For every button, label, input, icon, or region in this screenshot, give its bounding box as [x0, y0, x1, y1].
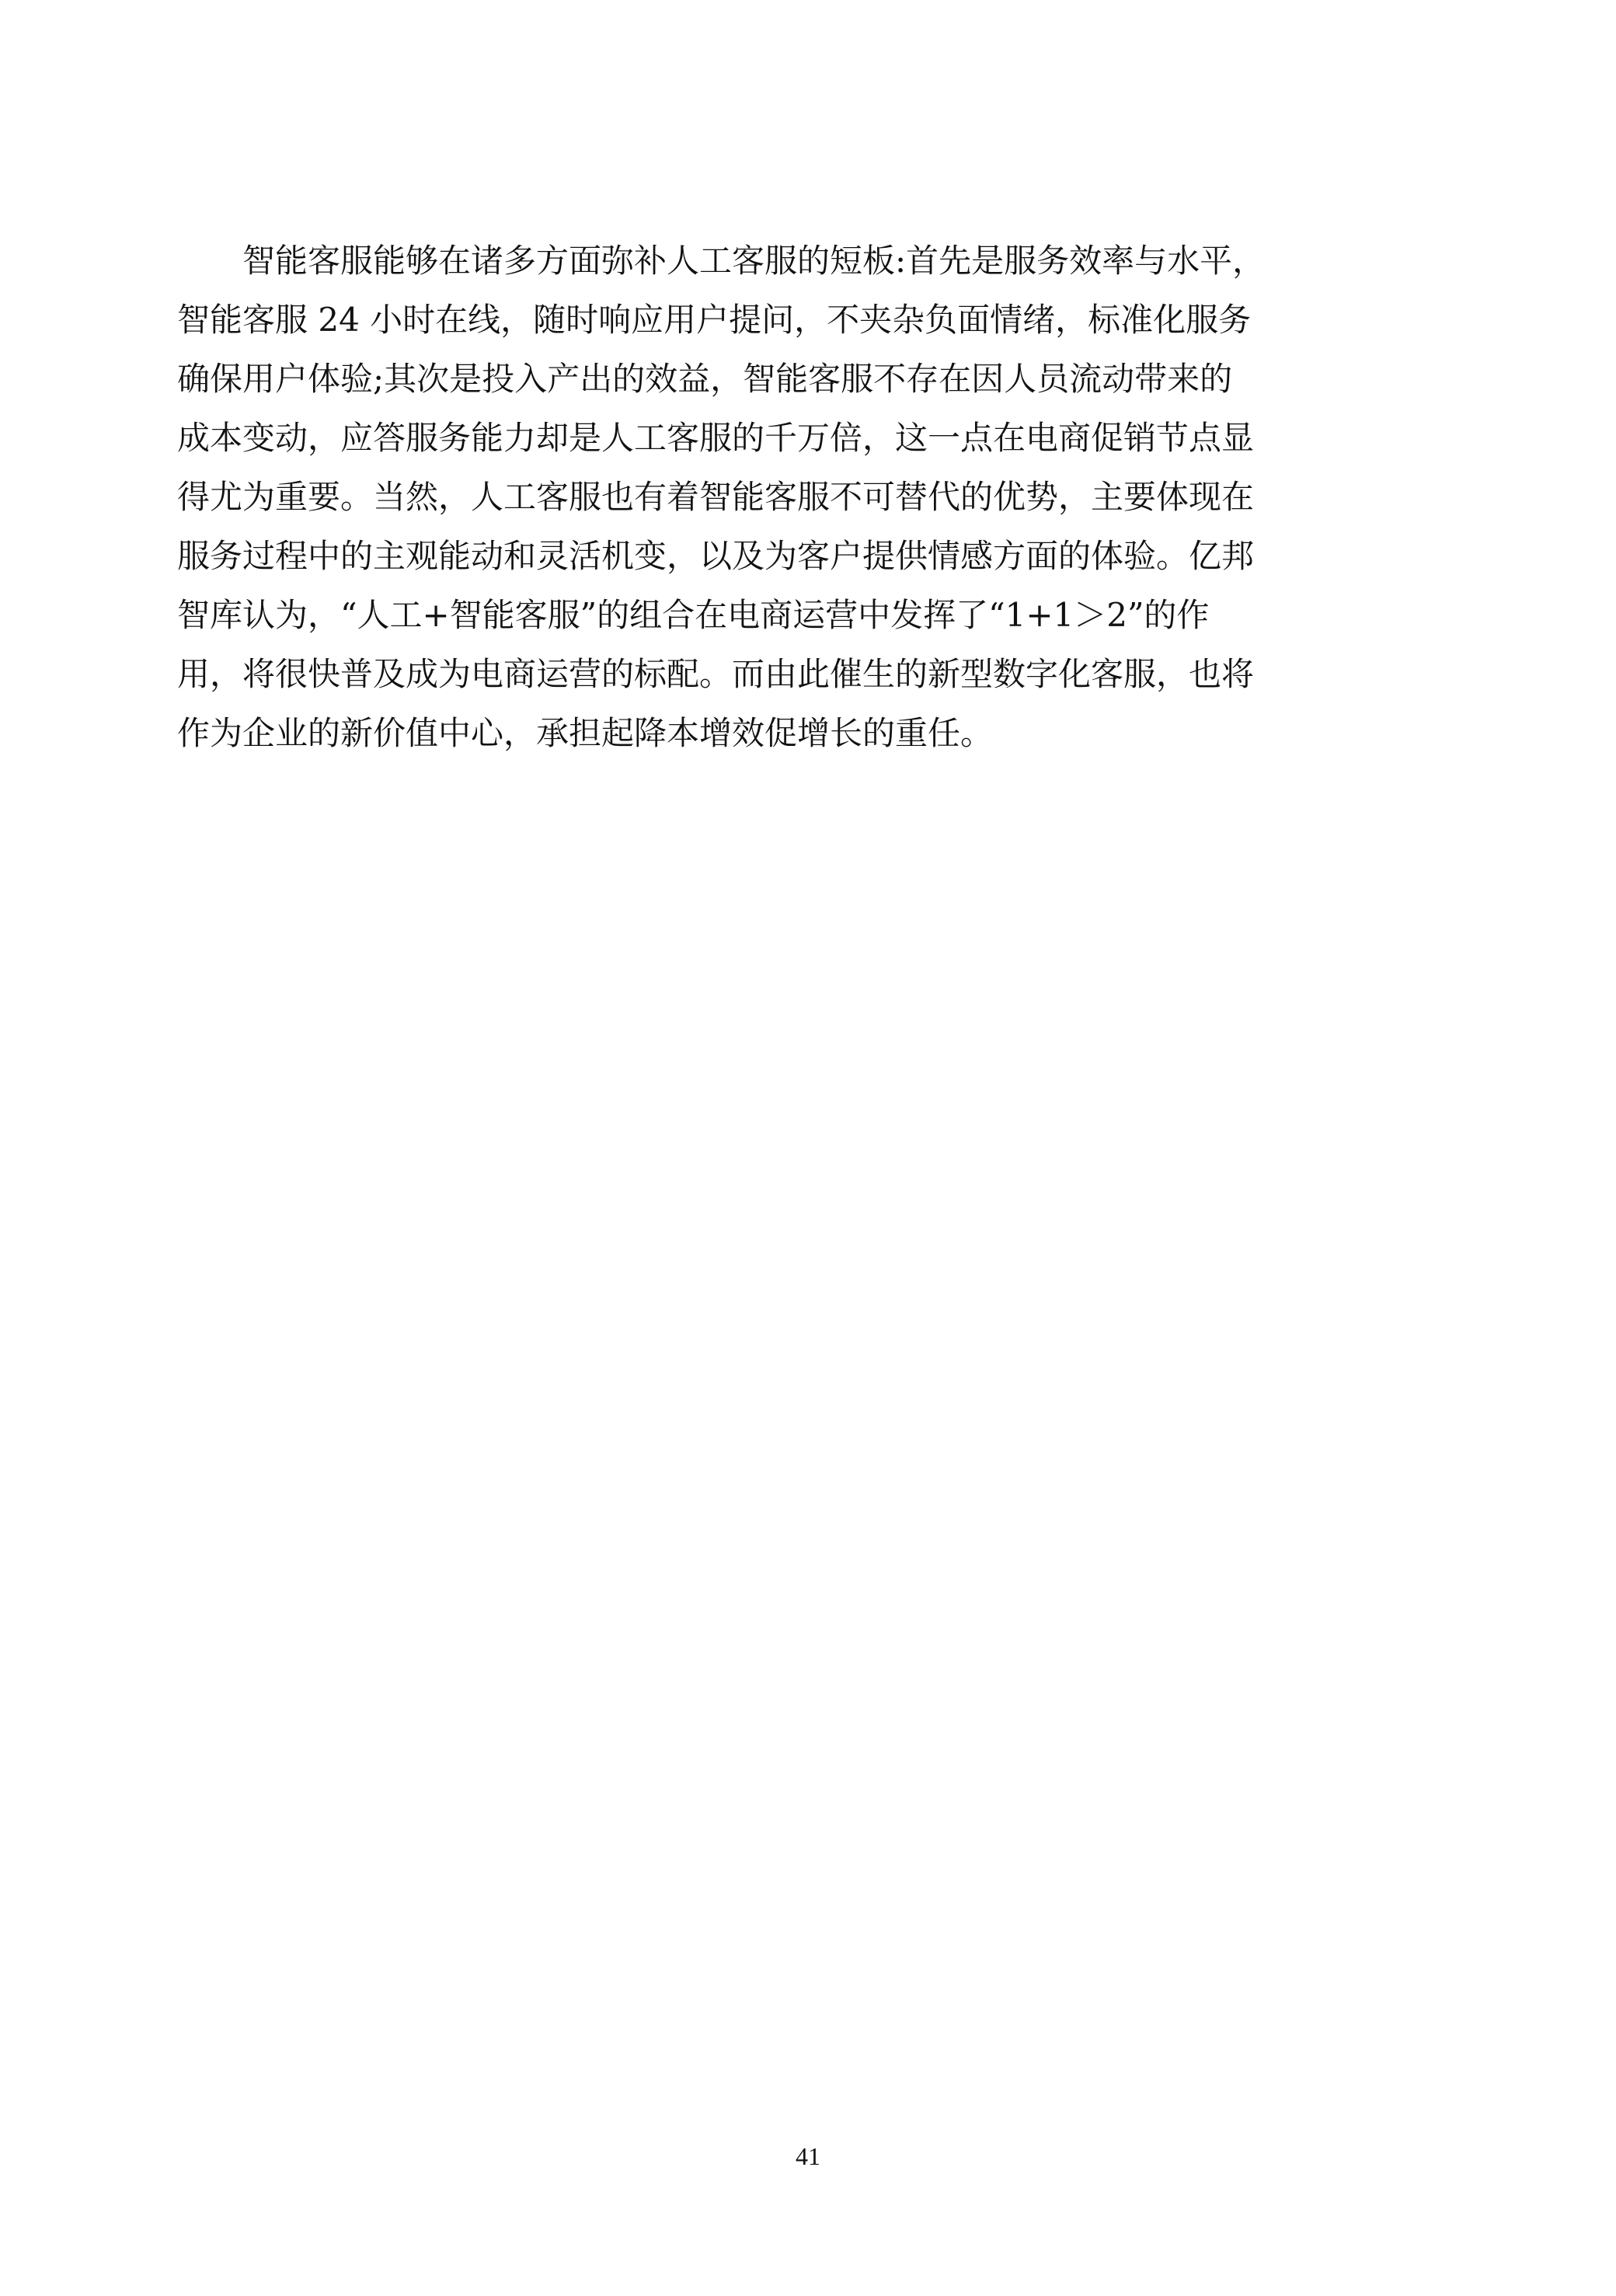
page-number: 41	[796, 2142, 820, 2170]
paragraph-line: 确保用户体验;其次是投入产出的效益，智能客服不存在因人员流动带来的	[177, 360, 1233, 398]
paragraph-line: 智库认为，“人工+智能客服”的组合在电商运营中发挥了“1+1＞2”的作	[177, 596, 1210, 634]
paragraph-line: 智能客服 24 小时在线，随时响应用户提问，不夹杂负面情绪，标准化服务	[177, 301, 1252, 339]
paragraph-line: 成本变动，应答服务能力却是人工客服的千万倍，这一点在电商促销节点显	[177, 419, 1255, 457]
body-paragraph	[177, 232, 1451, 763]
paragraph-line: 作为企业的新价值中心，承担起降本增效促增长的重任。	[177, 714, 994, 752]
paragraph-line: 用，将很快普及成为电商运营的标配。而由此催生的新型数字化客服，也将	[177, 655, 1255, 693]
paragraph-line: 得尤为重要。当然，人工客服也有着智能客服不可替代的优势，主要体现在	[177, 478, 1255, 516]
paragraph-line: 服务过程中的主观能动和灵活机变，以及为客户提供情感方面的体验。亿邦	[177, 537, 1255, 575]
paragraph-line: 智能客服能够在诸多方面弥补人工客服的短板:首先是服务效率与水平，	[177, 242, 1266, 280]
